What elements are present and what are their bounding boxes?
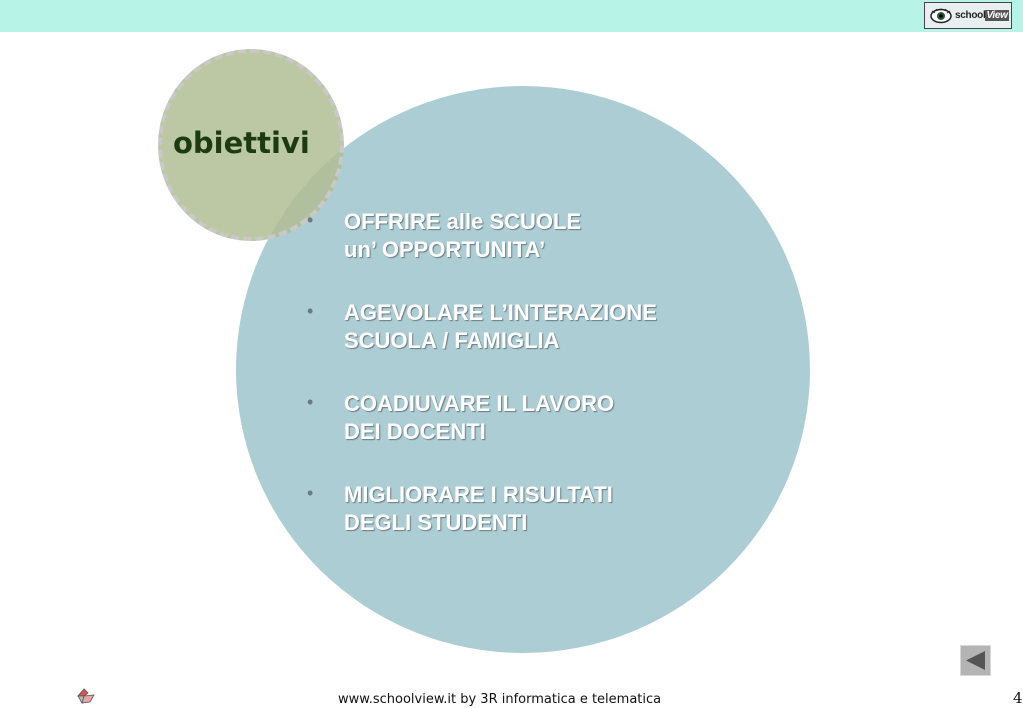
list-item-text: OFFRIRE alle SCUOLE un’ OPPORTUNITA’ [344,209,582,262]
back-button[interactable] [960,645,991,676]
list-item-text: AGEVOLARE L’INTERAZIONE SCUOLA / FAMIGLIA [344,300,657,353]
logo-text: schoolView [955,10,1008,21]
list-item [307,481,747,537]
bullet-icon: • [307,483,314,503]
bullet-icon: • [307,301,314,321]
list-item [307,390,747,446]
list-item [307,208,747,264]
triangle-left-icon [961,646,990,675]
top-bar [0,0,1023,32]
slide-title: obiettivi [173,126,310,160]
list-item-text: MIGLIORARE I RISULTATI DEGLI STUDENTI [344,482,613,535]
schoolview-logo [924,2,1012,29]
bullet-icon: • [307,210,314,230]
list-item-text: COADIUVARE IL LAVORO DEI DOCENTI [344,391,615,444]
3r-logo-icon [76,687,96,705]
bullet-icon: • [307,392,314,412]
page-number: 4 [1013,689,1023,707]
objectives-list [307,208,747,572]
eye-icon [930,8,952,24]
footer-credit: www.schoolview.it by 3R informatica e telematica [338,692,662,707]
list-item [307,299,747,355]
